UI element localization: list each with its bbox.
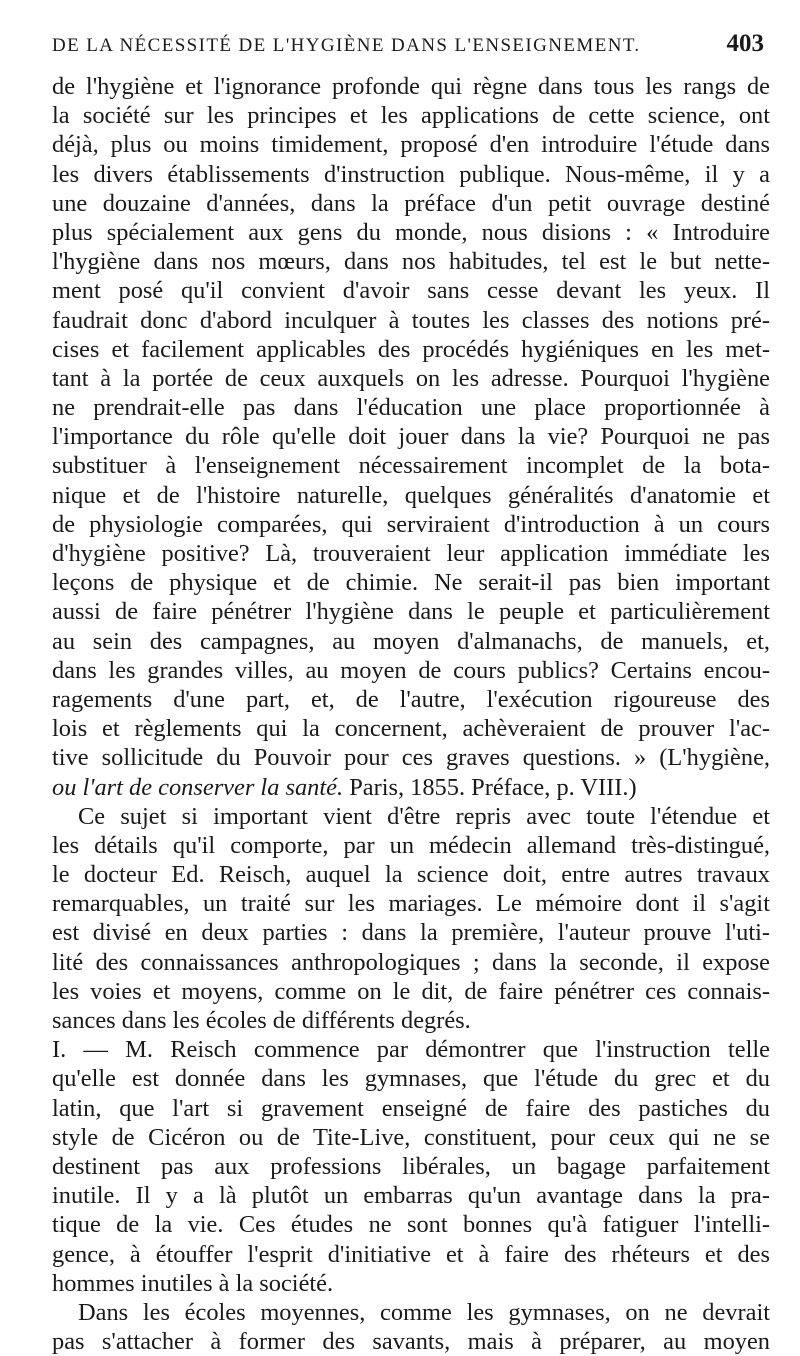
body-text [52,72,770,1356]
text-line: les voies et moyens, comme on le dit, de faire pénétrer ces connais- [52,977,770,1005]
text-line: d'hygiène positive? Là, trouveraient leur application immédiate les [52,540,770,567]
text-line: l'importance du rôle qu'elle doit jouer dans la vie? Pourquoi ne pas [52,423,770,451]
running-title: DE LA NÉCESSITÉ DE L'HYGIÈNE DANS L'ENSEIGNEMENT. [52,35,641,56]
text-line: lois et règlements qui la concernent, achèveraient de prouver l'ac- [52,715,770,743]
paragraph-end: sances dans les écoles de différents degrés. [52,1007,471,1034]
text-line: les divers établissements d'instruction publique. Nous-même, il y a [52,160,770,188]
text-line: une douzaine d'années, dans la préface d'un petit ouvrage destiné [52,189,770,217]
text-line: tant à la portée de ceux auxquels on les adresse. Pourquoi l'hygiène [52,364,770,392]
page-number: 403 [726,30,764,57]
citation-details: Paris, 1855. Préface, p. VIII.) [343,773,637,801]
text-line: la société sur les principes et les applications de cette science, ont [52,102,770,130]
text-line: cises et facilement applicables des procédés hygiéniques en les met- [52,335,770,363]
paragraph-end: hommes inutiles à la société. [52,1269,334,1297]
text-line: le docteur Ed. Reisch, auquel la science doit, entre autres travaux [52,861,770,889]
text-line: est divisé en deux parties : dans la première, l'auteur prouve l'uti- [52,919,770,947]
text-line: plus spécialement aux gens du monde, nous disions : « Introduire [52,218,770,246]
text-line: faudrait donc d'abord inculquer à toutes les classes des notions pré- [52,306,770,334]
text-line: les détails qu'il comporte, par un médecin allemand très-distingué, [52,831,770,859]
text-line: nique et de l'histoire naturelle, quelques généralités d'anatomie et [52,481,770,509]
text-line: ment posé qu'il convient d'avoir sans cesse devant les yeux. Il [52,277,770,305]
text-line: qu'elle est donnée dans les gymnases, que l'étude du grec et du [52,1065,770,1093]
text-line: de physiologie comparées, qui serviraient d'introduction à un cours [52,510,770,538]
text-line: latin, que l'art si gravement enseigné de faire des pastiches du [52,1094,770,1122]
citation-line [52,773,770,802]
text-line: tive sollicitude du Pouvoir pour ces graves questions. » (L'hygiène, [52,744,770,772]
text-line: au sein des campagnes, au moyen d'almanachs, de manuels, et, [52,627,770,655]
text-line: inutile. Il y a là plutôt un embarras qu'un avantage dans la pra- [52,1182,770,1210]
text-line: remarquables, un traité sur les mariages. Le mémoire dont il s'agit [52,890,770,918]
text-line: ragements d'une part, et, de l'autre, l'exécution rigoureuse des [52,685,770,713]
text-line: déjà, plus ou moins timidement, proposé d'en introduire l'étude dans [52,131,770,159]
paragraph-start: Ce sujet si important vient d'être repris avec toute l'étendue et [78,802,770,830]
text-line: lité des connaissances anthropologiques ; dans la seconde, il expose [52,948,770,976]
text-line: substituer à l'enseignement nécessairement incomplet de la bota- [52,452,770,480]
section-start: I. — M. Reisch commence par démontrer que l'instruction telle [52,1036,770,1064]
text-line: gence, à étouffer l'esprit d'initiative et à faire des rhéteurs et des [52,1240,770,1268]
citation-title: ou l'art de conserver la santé. [52,773,344,801]
text-line: leçons de physique et de chimie. Ne serait-il pas bien important [52,569,770,597]
text-line: destinent pas aux professions libérales, un bagage parfaitement [52,1152,770,1180]
text-line: ne prendrait-elle pas dans l'éducation une place proportionnée à [52,394,770,422]
text-line: dans les grandes villes, au moyen de cours publics? Certains encou- [52,656,770,684]
paragraph-start: Dans les écoles moyennes, comme les gymnases, on ne devrait [78,1298,770,1326]
text-line: pas s'attacher à former des savants, mais à préparer, au moyen [52,1328,770,1356]
text-line: aussi de faire pénétrer l'hygiène dans le peuple et particulièrement [52,598,770,626]
text-line: de l'hygiène et l'ignorance profonde qui règne dans tous les rangs de [52,73,770,100]
running-head [52,30,770,70]
text-line: l'hygiène dans nos mœurs, dans nos habitudes, tel est le but nette- [52,248,770,276]
text-line: tique de la vie. Ces études ne sont bonnes qu'à fatiguer l'intelli- [52,1211,770,1239]
text-line: style de Cicéron ou de Tite-Live, constituent, pour ceux qui ne se [52,1123,770,1151]
